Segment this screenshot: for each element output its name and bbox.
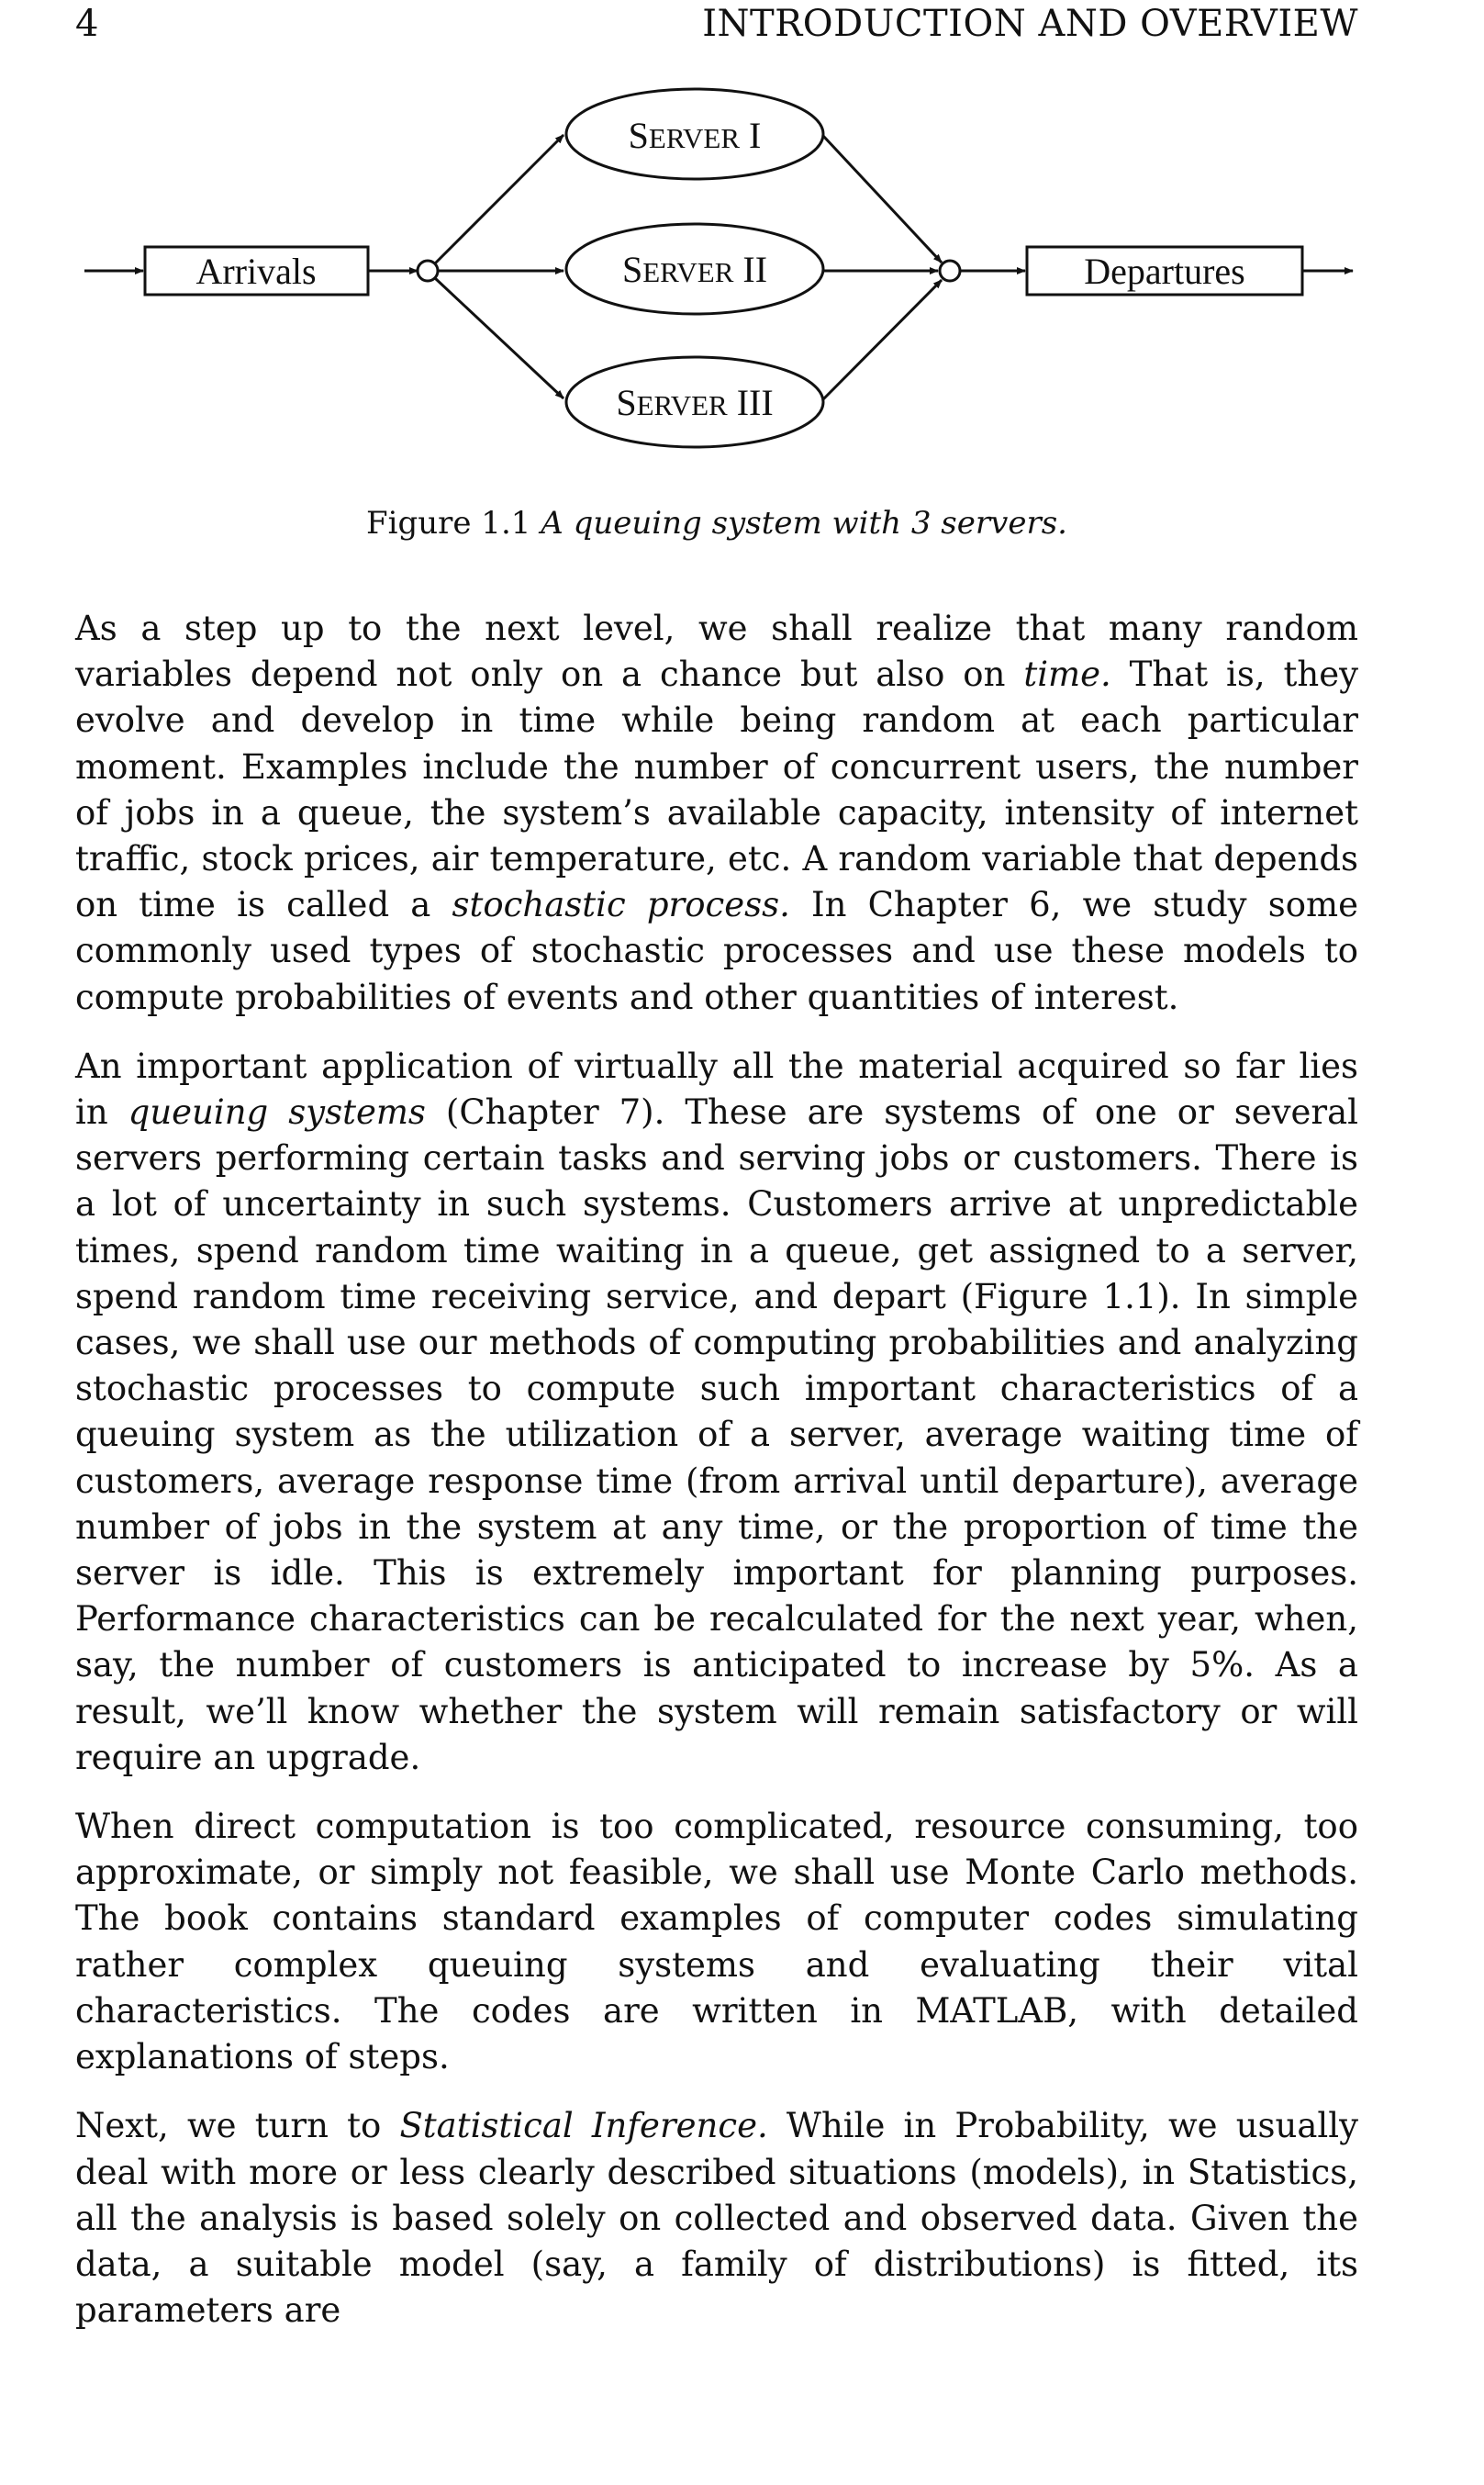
caption-number: Figure 1.1 bbox=[366, 505, 531, 542]
paragraph-stochastic-processes: As a step up to the next level, we shall realize that many random variables depend not only on a chance but also on time. That is, they evolve and develop in time while being random at each particular moment. Examples include the number of concurrent users, the number of jobs in a queue, the system’s available capacity, intensity of internet traffic, stock prices, air temperature, etc. A random variable that depends on time is called a stochastic process. In Chapter 6, we study some commonly used types of stochastic processes and use these models to compute probabilities of events and other quantities of interest. bbox=[75, 609, 1358, 1017]
paragraph-statistical-inference: Next, we turn to Statistical Inference. While in Probability, we usually deal with more or less clearly described situations (models), in Statistics, all the analysis is based solely on collected and observed data. Given the data, a suitable model (say, a family of distributions) is fitted, its parameters are bbox=[75, 2106, 1358, 2331]
figure-caption bbox=[75, 502, 1358, 544]
arrivals-label: Arrivals bbox=[195, 251, 317, 292]
server-2-label: SERVER II bbox=[621, 249, 768, 290]
running-head bbox=[75, 0, 1358, 48]
paragraph-monte-carlo: When direct computation is too complicated, resource consuming, too approximate, or simply not feasible, we shall use Monte Carlo methods. The book contains standard examples of computer codes simulating rather complex queuing systems and evaluating their vital characteristics. The codes are written in MATLAB, with detailed explanations of steps. bbox=[75, 1807, 1358, 2077]
server-3 bbox=[566, 357, 823, 447]
departures-label: Departures bbox=[1084, 251, 1245, 292]
server-1-label: SERVER I bbox=[628, 115, 762, 156]
page-number: 4 bbox=[75, 3, 99, 45]
server-2 bbox=[566, 224, 823, 314]
server-3-to-merge-arrow bbox=[823, 280, 942, 399]
queuing-diagram bbox=[75, 83, 1358, 505]
server-1-to-merge-arrow bbox=[823, 136, 942, 263]
server-3-label: SERVER III bbox=[616, 382, 774, 423]
split-to-server-1-arrow bbox=[435, 135, 563, 263]
body-text bbox=[75, 606, 1358, 2356]
split-to-server-3-arrow bbox=[435, 278, 563, 398]
merge-node bbox=[940, 261, 960, 281]
running-title: INTRODUCTION AND OVERVIEW bbox=[702, 3, 1358, 45]
caption-text: A queuing system with 3 servers. bbox=[541, 505, 1067, 542]
paragraph-queuing-systems: An important application of virtually all the material acquired so far lies in queuing systems (Chapter 7). These are systems of one or several servers performing certain tasks and serving jobs or customers. There is a lot of uncertainty in such systems. Customers arrive at unpredictable times, spend random time waiting in a queue, get assigned to a server, spend random time receiving service, and depart (Figure 1.1). In simple cases, we shall use our methods of computing probabilities and analyzing stochastic processes to compute such important characteristics of a queuing system as the utilization of a server, average waiting time of customers, average response time (from arrival until departure), average number of jobs in the system at any time, or the proportion of time the server is idle. This is extremely important for planning purposes. Performance characteristics can be recalculated for the next year, when, say, the number of customers is anticipated to increase by 5%. As a result, we’ll know whether the system will remain satisfactory or will require an upgrade. bbox=[75, 1046, 1358, 1777]
server-1 bbox=[566, 89, 823, 179]
queuing-system-figure bbox=[75, 83, 1358, 505]
split-node bbox=[418, 261, 438, 281]
